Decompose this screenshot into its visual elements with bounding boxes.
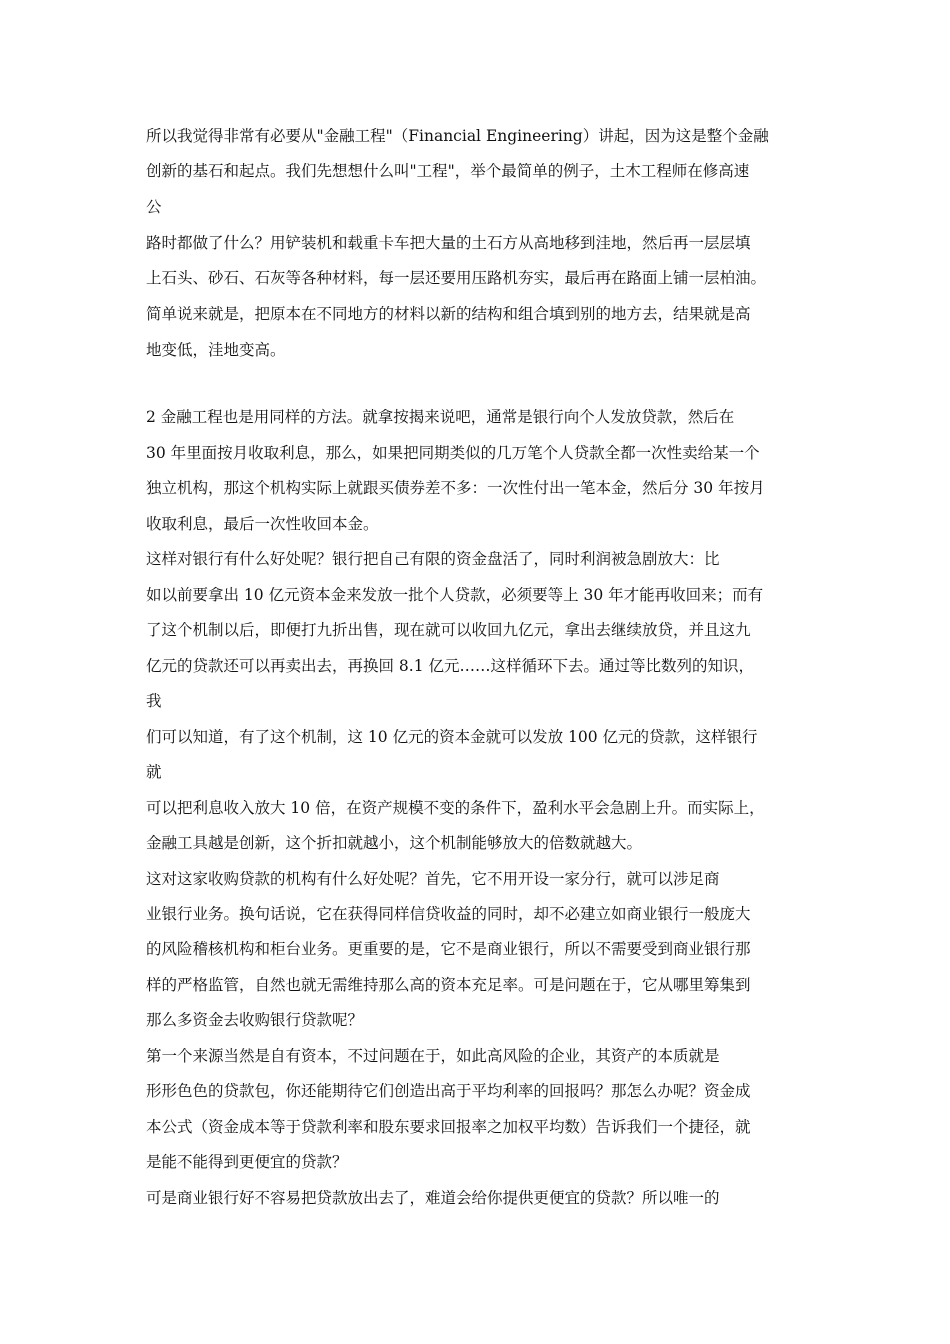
text-line: 样的严格监管，自然也就无需维持那么高的资本充足率。可是问题在于，它从哪里筹集到 [146,976,751,994]
text-line: 们可以知道，有了这个机制，这 10 亿元的资本金就可以发放 100 亿元的贷款，这样银行 [146,728,758,746]
text-line: 了这个机制以后，即便打九折出售，现在就可以收回九亿元，拿出去继续放贷，并且这九 [146,621,751,639]
text-line: 简单说来就是，把原本在不同地方的材料以新的结构和组合填到别的地方去，结果就是高 [146,305,751,323]
text-line: 的风险稽核机构和柜台业务。更重要的是，它不是商业银行，所以不需要受到商业银行那 [146,940,751,958]
text-line: 可以把利息收入放大 10 倍，在资产规模不变的条件下，盈利水平会急剧上升。而实际上， [146,799,765,817]
text-line: 亿元的贷款还可以再卖出去，再换回 8.1 亿元……这样循环下去。通过等比数列的知识， [146,657,755,675]
text-line: 可是商业银行好不容易把贷款放出去了，难道会给你提供更便宜的贷款？所以唯一的 [146,1189,720,1207]
text-line: 我 [146,692,162,710]
text-line: 形形色色的贷款包，你还能期待它们创造出高于平均利率的回报吗？那怎么办呢？资金成 [146,1082,751,1100]
text-line: 这对这家收购贷款的机构有什么好处呢？首先，它不用开设一家分行，就可以涉足商 [146,870,720,888]
text-line: 如以前要拿出 10 亿元资本金来发放一批个人贷款，必须要等上 30 年才能再收回来；而有 [146,586,764,604]
text-line: 地变低，洼地变高。 [146,341,286,359]
text-line: 那么多资金去收购银行贷款呢？ [146,1011,364,1029]
text-line: 这样对银行有什么好处呢？银行把自己有限的资金盘活了，同时利润被急剧放大：比 [146,550,720,568]
text-line: 是能不能得到更便宜的贷款？ [146,1153,348,1171]
text-line: 业银行业务。换句话说，它在获得同样信贷收益的同时，却不必建立如商业银行一般庞大 [146,905,751,923]
text-line: 创新的基石和起点。我们先想想什么叫"工程"，举个最简单的例子，土木工程师在修高速 [146,162,750,180]
text-line: 30 年里面按月收取利息，那么，如果把同期类似的几万笔个人贷款全都一次性卖给某一个 [146,444,760,462]
text-line: 就 [146,763,162,781]
text-line: 路时都做了什么？用铲装机和载重卡车把大量的土石方从高地移到洼地，然后再一层层填 [146,234,751,252]
text-line: 2 金融工程也是用同样的方法。就拿按揭来说吧，通常是银行向个人发放贷款，然后在 [146,408,735,426]
text-line: 本公式（资金成本等于贷款利率和股东要求回报率之加权平均数）告诉我们一个捷径，就 [146,1118,751,1136]
text-line: 公 [146,198,162,216]
text-line: 所以我觉得非常有必要从"金融工程"（Financial Engineering）讲起，因为这是整个金融 [146,127,769,145]
text-line: 金融工具越是创新，这个折扣就越小，这个机制能够放大的倍数就越大。 [146,834,643,852]
text-line: 第一个来源当然是自有资本，不过问题在于，如此高风险的企业，其资产的本质就是 [146,1047,720,1065]
text-line: 独立机构，那这个机构实际上就跟买债券差不多：一次性付出一笔本金，然后分 30 年按月 [146,479,765,497]
text-line: 上石头、砂石、石灰等各种材料，每一层还要用压路机夯实，最后再在路面上铺一层柏油。 [146,269,767,287]
text-line: 收取利息，最后一次性收回本金。 [146,515,379,533]
